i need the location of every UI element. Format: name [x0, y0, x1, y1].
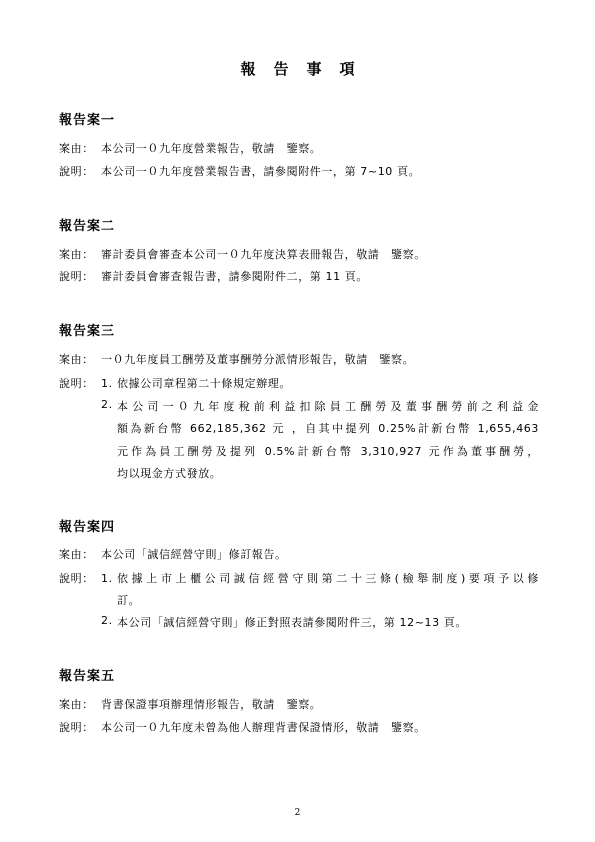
item-number: 1. — [101, 572, 113, 585]
description-label: 說明： — [59, 572, 94, 585]
reason-label: 案由： — [59, 353, 94, 366]
page-title: 報告事項 — [240, 60, 373, 78]
section-3-item-2-line-1: 本公司一０九年度稅前利益扣除員工酬勞及董事酬勞前之利益金 — [117, 400, 539, 413]
section-3-item-2-number: 2. — [101, 398, 113, 411]
section-3-item-2-line-2: 額為新台幣 662,185,362 元 ，自其中提列 0.25%計新台幣 1,655,463 — [117, 422, 539, 435]
description-text: 審計委員會審查報告書，請參閱附件二，第 11 頁。 — [101, 270, 368, 283]
section-2-description — [59, 268, 368, 284]
reason-text: 本公司一０九年度營業報告，敬請 鑒察。 — [101, 142, 322, 155]
section-4-item-1-start — [59, 570, 117, 586]
section-2-reason — [59, 246, 426, 262]
reason-label: 案由： — [59, 548, 94, 561]
reason-label: 案由： — [59, 142, 94, 155]
description-label: 說明： — [59, 721, 94, 734]
section-heading-1: 報告案一 — [59, 113, 116, 128]
description-text: 本公司一０九年度未曾為他人辦理背書保證情形，敬請 鑒察。 — [101, 721, 426, 734]
section-1-reason — [59, 140, 321, 156]
page-number: 2 — [294, 808, 301, 818]
section-3-item-2-line-4: 均以現金方式發放。 — [117, 467, 222, 480]
reason-text: 審計委員會審查本公司一０九年度決算表冊報告，敬請 鑒察。 — [101, 248, 426, 261]
section-heading-2: 報告案二 — [59, 219, 116, 234]
section-5-description — [59, 719, 426, 735]
section-4-reason — [59, 546, 287, 562]
description-label: 說明： — [59, 377, 94, 390]
section-heading-5: 報告案五 — [59, 669, 116, 684]
description-text: 本公司一０九年度營業報告書，請參閱附件一，第 7~10 頁。 — [101, 165, 421, 178]
reason-label: 案由： — [59, 248, 94, 261]
reason-text: 背書保證事項辦理情形報告，敬請 鑒察。 — [101, 698, 322, 711]
item-text: 依據公司章程第二十條規定辦理。 — [117, 377, 291, 390]
section-4-item-1-line-2: 訂。 — [117, 594, 141, 607]
section-4-item-2-line-1: 本公司「誠信經營守則」修正對照表請參閱附件三，第 12~13 頁。 — [117, 616, 468, 629]
section-1-description — [59, 163, 420, 179]
section-heading-4: 報告案四 — [59, 520, 116, 535]
item-number: 1. — [101, 377, 113, 390]
section-3-item-2-line-3: 元作為員工酬勞及提列 0.5%計新台幣 3,310,927 元作為董事酬勞， — [117, 445, 539, 458]
reason-text: 一０九年度員工酬勞及董事酬勞分派情形報告，敬請 鑒察。 — [101, 353, 415, 366]
section-5-reason — [59, 696, 321, 712]
section-3-item-1 — [59, 375, 291, 391]
reason-text: 本公司「誠信經營守則」修訂報告。 — [101, 548, 287, 561]
description-label: 說明： — [59, 165, 94, 178]
reason-label: 案由： — [59, 698, 94, 711]
section-4-item-1-line-1: 依據上市上櫃公司誠信經營守則第二十三條(檢舉制度)要項予以修 — [117, 572, 539, 585]
section-heading-3: 報告案三 — [59, 324, 116, 339]
description-label: 說明： — [59, 270, 94, 283]
section-4-item-2-number: 2. — [101, 614, 113, 627]
section-3-reason — [59, 351, 414, 367]
